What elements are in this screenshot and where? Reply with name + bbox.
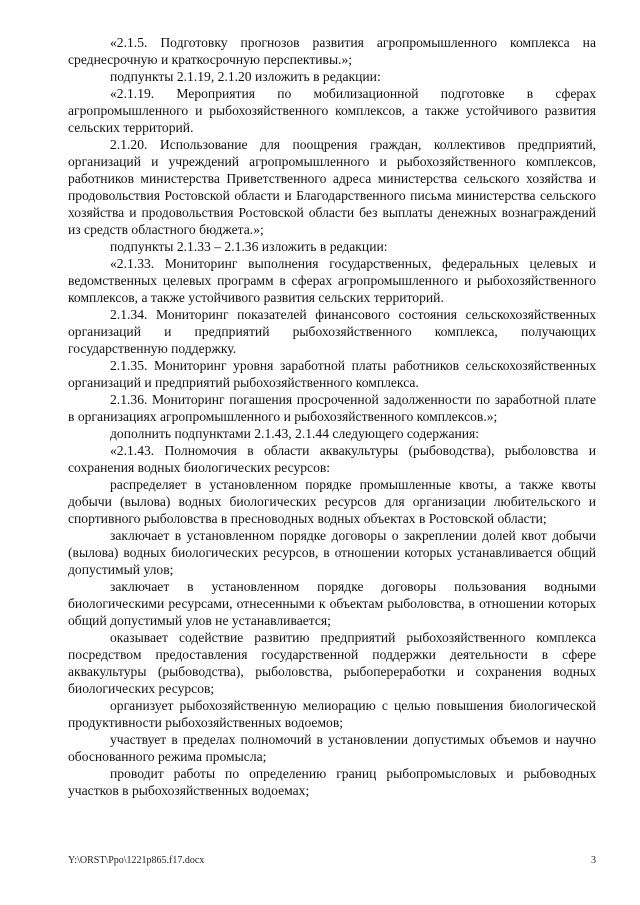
paragraph: подпункты 2.1.19, 2.1.20 изложить в редакции: — [110, 69, 381, 84]
paragraph: 2.1.35. Мониторинг уровня заработной платы работников сельскохозяйственных организаций и предприятий рыбохозяйственного комплекса. — [68, 358, 596, 390]
paragraph: 2.1.20. Использование для поощрения граждан, коллективов предприятий, организаций и учреждений агропромышленного и рыбохозяйственного комплексов, работников министерства Приветственного адреса министерства сельского хозяйства и продовольствия Ростовской области и Благодарственного письма министерства сельского хозяйства и продовольствия Ростовской области без выплаты денежных вознаграждений из средств областного бюджета.»; — [68, 137, 596, 237]
document-page — [68, 34, 596, 799]
paragraph: заключает в установленном порядке договоры пользования водными биологическими ресурсами, отнесенными к объектам рыболовства, в отношении которых общий допустимый улов не устанавливается; — [68, 579, 596, 628]
paragraph: распределяет в установленном порядке промышленные квоты, а также квоты добычи (вылова) водных биологических ресурсов для организации любительского и спортивного рыболовства в пресноводных водных объектах в Ростовской области; — [68, 477, 596, 526]
paragraph: проводит работы по определению границ рыбопромысловых и рыбоводных участков в рыбохозяйственных водоемах; — [68, 766, 596, 798]
page-footer — [68, 855, 596, 866]
paragraph: подпункты 2.1.33 – 2.1.36 изложить в редакции: — [110, 239, 388, 254]
paragraph: участвует в пределах полномочий в установлении допустимых объемов и научно обоснованного режима промысла; — [68, 732, 596, 764]
paragraph: 2.1.34. Мониторинг показателей финансового состояния сельскохозяйственных организаций и предприятий рыбохозяйственного комплекса, получающих государственную поддержку. — [68, 307, 596, 356]
paragraph: «2.1.19. Мероприятия по мобилизационной подготовке в сферах агропромышленного и рыбохозяйственного комплексов, а также устойчивого развития сельских территорий. — [68, 86, 596, 135]
paragraph: организует рыбохозяйственную мелиорацию с целью повышения биологической продуктивности рыбохозяйственных водоемов; — [68, 698, 596, 730]
paragraph: «2.1.43. Полномочия в области аквакультуры (рыбоводства), рыболовства и сохранения водных биологических ресурсов: — [68, 443, 596, 475]
paragraph: «2.1.33. Мониторинг выполнения государственных, федеральных целевых и ведомственных целевых программ в сферах агропромышленного и рыбохозяйственного комплексов, а также устойчивого развития сельских территорий. — [68, 256, 596, 305]
page-number: 3 — [591, 855, 596, 866]
file-path: Y:\ORST\Ppo\1221p865.f17.docx — [68, 855, 205, 866]
paragraph: «2.1.5. Подготовку прогнозов развития агропромышленного комплекса на среднесрочную и краткосрочную перспективы.»; — [68, 35, 596, 67]
paragraph: дополнить подпунктами 2.1.43, 2.1.44 следующего содержания: — [110, 426, 480, 441]
paragraph: оказывает содействие развитию предприятий рыбохозяйственного комплекса посредством предоставления государственной поддержки деятельности в сфере аквакультуры (рыбоводства), рыболовства, рыбопереработки и сохранения водных биологических ресурсов; — [68, 630, 596, 696]
paragraph: заключает в установленном порядке договоры о закреплении долей квот добычи (вылова) водных биологических ресурсов, в отношении которых устанавливается общий допустимый улов; — [68, 528, 596, 577]
paragraph: 2.1.36. Мониторинг погашения просроченной задолженности по заработной плате в организациях агропромышленного и рыбохозяйственного комплексов.»; — [68, 392, 596, 424]
